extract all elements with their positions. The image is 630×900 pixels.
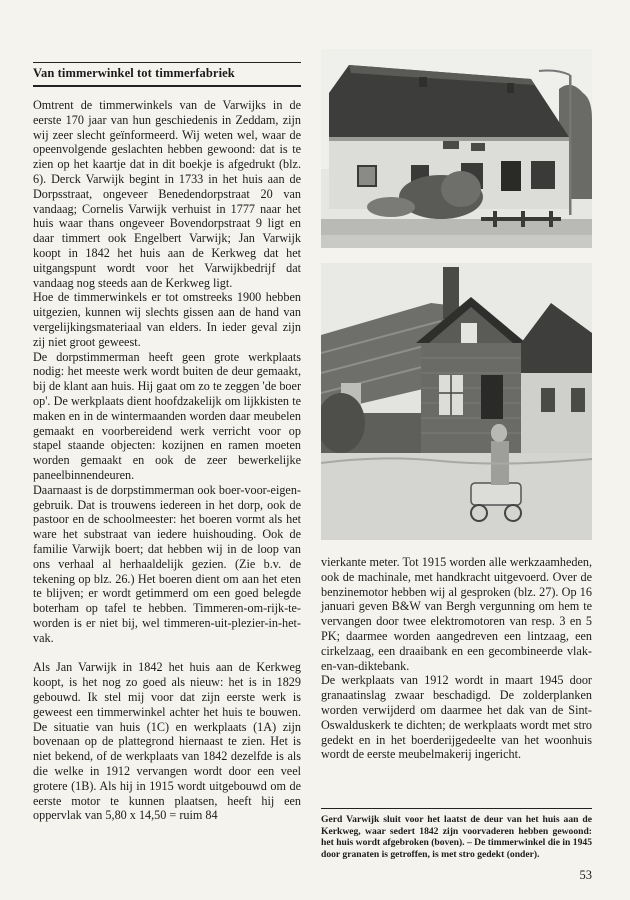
- article-title: Van timmerwinkel tot timmerfabriek: [33, 66, 235, 80]
- right-text-column: [321, 555, 592, 762]
- paragraph: vierkante meter. Tot 1915 worden alle werkzaamheden, ook de machinale, met handkracht uitgevoerd. Over de benzinemotor hebben wij al gesproken (blz. 27). Op 16 januari geven B&W van Bergh vergunning om hem te vervangen door twee elektromotoren van resp. 3 en 5 PK; daarmee worden aangedreven een lintzaag, een cirkelzaag, een draaibank en een gecombineerde vlak-en-van-diktebank.: [321, 555, 592, 673]
- photo-caption: Gerd Varwijk sluit voor het laatst de deur van het huis aan de Kerkweg, waar sedert 1842 zijn voorvaderen hebben gewoond: het huis wordt afgebroken (boven). – De timmerwinkel die in 1945 door granaten is getroffen, is met stro gedekt (onder).: [321, 814, 592, 860]
- page-number: 53: [579, 868, 592, 882]
- paragraph: De werkplaats van 1912 wordt in maart 1945 door granaatinslag zwaar beschadigd. De zolderplanken worden verwijderd om daarmee het dak van de Sint-Oswalduskerk te dichten; de werkplaats wordt met stro gedekt en in het boerderijgedeelte van het woonhuis wordt de eerste meubelmakerij ingericht.: [321, 673, 592, 762]
- caption-rule: [321, 808, 592, 809]
- paragraph: Als Jan Varwijk in 1842 het huis aan de Kerkweg koopt, is het nog zo goed als nieuw: het is in 1829 gebouwd. Ik stel mij voor dat zijn eerste werk is geweest een timmerwinkel achter het huis te bouwen. De situatie van huis (1C) en werkplaats (1A) zijn bovenaan op de plattegrond hiernaast te zien. Het is niet bekend, of de werkplaats van 1842 dezelfde is als die welke in 1912 vervangen wordt door een veel grotere (1B). Als hij in 1915 wordt uitgebouwd om de eerste motor te kunnen plaatsen, heeft hij een oppervlak van 5,80 x 14,50 = ruim 84: [33, 660, 301, 823]
- left-text-column: [33, 98, 301, 823]
- heading-rule-bottom: [33, 85, 301, 87]
- straw-roofed-workshop-photo: [321, 263, 592, 540]
- paragraph: Daarnaast is de dorpstimmerman ook boer-voor-eigen-gebruik. Dat is trouwens iedereen in het dorp, ook de pastoor en de schoolmeester: het boeren vormt als het ware het substraat van iedere huishouding. Ook de familie Varwijk boert; dat hebben wij in de loop van ons verhaal al herhaaldelijk gezien. (Zie b.v. de tekening op blz. 26.) Het boeren dient om aan het eten te blijven; er wordt getimmerd om een goed belegde boterham op tafel te hebben. Timmeren-om-rijk-te-worden is er niet bij, wel timmeren-uit-plezier-in-het-vak.: [33, 482, 301, 645]
- paragraph: Omtrent de timmerwinkels van de Varwijks in de eerste 170 jaar van hun geschiedenis in Zeddam, zijn wij zeer slecht geïnformeerd. Wij weten wel, waar de opeenvolgende geslachten hebben gewoond: dat is te zien op het kaartje dat in dit boekje is afgedrukt (blz. 6). Derck Varwijk begint in 1733 in het huis aan de Dorpsstraat, ongeveer Benedendorpstraat 20 van vandaag; Cornelis Varwijk verhuist in 1777 naar het huis waar thans ongeveer Bovendorpstraat 9 ligt en daar timmert ook Engelbert Varwijk; Jan Varwijk koopt in 1842 het huis aan de Kerkweg dat het uitgangspunt wordt voor het Varwijkbedrijf dat vandaag nog steeds aan de Kerkweg ligt.: [33, 98, 301, 290]
- heading-rule-top: [33, 62, 301, 63]
- house-on-kerkweg-photo: [321, 49, 592, 248]
- paragraph: De dorpstimmerman heeft geen grote werkplaats nodig: het meeste werk wordt buiten de deur gemaakt, bij de klant aan huis. Hij gaat om zo te zeggen 'de boer op'. De werkplaats dient hoofdzakelijk om lijkkisten te maken en in de wintermaanden worden daar meubelen gemaakt en voorbereidend werk verricht voor op stapel staande objecten: kozijnen en ramen moeten worden gemaakt en ook de zeer bewerkelijke paneelbinnendeuren.: [33, 349, 301, 482]
- paragraph: Hoe de timmerwinkels er tot omstreeks 1900 hebben uitgezien, kunnen wij slechts gissen aan de hand van vergelijkingsmateriaal van elders. In ieder geval zijn zij niet groot geweest.: [33, 290, 301, 349]
